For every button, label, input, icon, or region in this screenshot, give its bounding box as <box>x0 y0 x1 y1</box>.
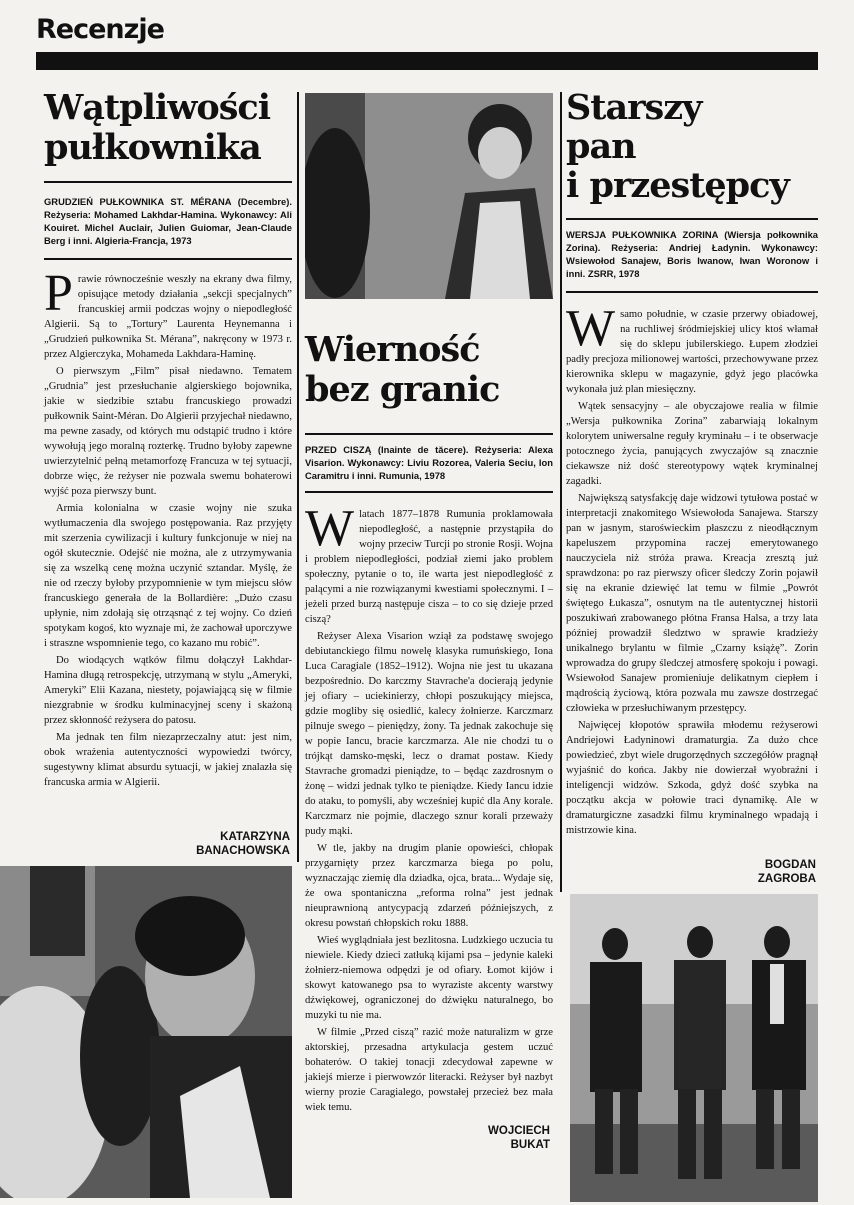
author-last-name: ZAGROBA <box>757 873 816 885</box>
author-last-name: BANACHOWSKA <box>196 845 290 857</box>
article-right-drop-cap: W <box>566 299 616 357</box>
article-center-paragraph: Wieś wyglądniała jest bezlitosna. Ludzkiego uczucia tu niewiele. Kiedy dzieci zatłuką kijami psa – jedynie kaleki żołnierz-niemowa odpędzi je od ofiary. Łomot kijów i skowyt katowanego psa to wyraziste akcenty warstwy dźwiękowej, ograniczonej do dźwięku naturalnego, bo muzyki tu nie ma. <box>305 934 553 1021</box>
article-center-paragraph: latach 1877–1878 Rumunia proklamowała niepodległość, a następnie przystąpiła do wojny przeciw Turcji po stronie Rosji. Wojna i problem niepodległości, podział ziemi jako problem społeczny, pytanie o to, ile warta jest niepodległość z palącymi a nie rozwiązanymi kwestiami społecznymi. I – jeżeli przed burzą następuje cisza – to co się dzieje przed ciszą? <box>305 508 553 625</box>
article-center-paragraph: W tle, jakby na drugim planie opowieści, chłopak przygarnięty przez karczmarza biega po polu, wyznaczając ziemię dla dziadka, ojca, brata... Wydaje się, że owa spontaniczna „reforma rolna” jest jednak nieuprawnioną antycypacją zdarzeń późniejszych, z okresu powstań chłopskich roku 1888. <box>305 842 553 929</box>
article-left-paragraph: rawie równocześnie weszły na ekrany dwa filmy, opisujące metody działania „sekcji specjalnych” francuskiej armii podczas wojny o niepodległość Algierii. Są to „Tortury” Laurenta Heynemanna i „Grudzień pułkownika St. Mérana”, nakręcony w 1973 r. przez Algierczyka, Mohameda Lakhdara-Haminę. <box>44 273 292 360</box>
column-divider-right <box>560 92 562 892</box>
article-right-title-line1: Starszy <box>566 87 702 128</box>
column-divider-left <box>297 92 299 862</box>
article-right-credits-rule <box>566 291 818 293</box>
article-center-paragraph: W filmie „Przed ciszą” razić może naturalizm w grze aktorskiej, przesadna artykulacja gestem uczuć bohaterów. O takiej tonacji zdecydował zapewne w jakiejś mierze i pierwowzór literacki. Reżyser był nazbyt wierny prozie Caragialego, powstałej przecież bez mała wiek temu. <box>305 1026 553 1113</box>
article-right-credits: WERSJA PUŁKOWNIKA ZORINA (Wiersja połkownika Zorina). Reżyseria: Andriej Ładynin. Wykonawcy: Wsiewołod Sanajew, Boris Iwanow, Iwan Woronow i inni. ZSRR, 1978 <box>566 228 818 279</box>
film-still-decembre <box>0 866 292 1198</box>
article-left-paragraph: Armia kolonialna w czasie wojny nie szuka wytłumaczenia dla swojego postępowania. Raz przyjęty mit szerzenia cywilizacji i kultury funkcjonuje w niej na ogół skutecznie. Odejść nie można, ale z utrzymywania się za wszelką cenę można uczynić sztandar. Myślę, że nie od rzeczy byłoby przypomnienie w tym miejscu słów francuskiego generała de la Bollardière: „Dużo czasu upłynie, nim zdołają się otrząsnąć z tej wojny. Co dzień spotykam kogoś, kto wyznaje mi, że zachował uporczywe i straszne wspomnienie tego, co kazano mu robić”. <box>44 502 292 649</box>
article-right <box>566 88 818 840</box>
article-right-paragraph: samo południe, w czasie przerwy obiadowej, na ruchliwej śródmiejskiej ulicy ktoś włamał się do sklepu jubilerskiego. Łupem złodziei padły precjoza milionowej wartości, przechowywane przez kierownika sklepu w magazynie, gdyż jego placówka wykonała już plan miesięczny. <box>566 308 818 395</box>
author-first-name: KATARZYNA <box>220 831 290 843</box>
article-left-title-line2: pułkownika <box>44 127 261 169</box>
article-left-title-rule <box>44 181 292 183</box>
author-first-name: BOGDAN <box>764 859 816 871</box>
article-left-paragraph: Ma jednak ten film niezaprzeczalny atut: jest nim, obok wrażenia autentyczności wypowiedzi twórcy, sugestywny klimat absurdu sytuacji, w jakiej znalazła się francuska armia w Algierii. <box>44 731 292 788</box>
article-right-title-line2: pan <box>566 126 636 168</box>
article-left-title-line1: Wątpliwości <box>44 87 271 128</box>
article-left-paragraph: Do wiodących wątków filmu dołączył Lakhdar-Hamina długą retrospekcję, utrzymaną w stylu „Ameryki, Ameryki” Elii Kazana, niestety, pojawiającą się w filmie niezgrabnie w środku kulminacyjnej sceny i skażoną przez skłonność reżysera do patosu. <box>44 654 292 726</box>
article-center-body <box>305 499 553 1115</box>
article-left-title <box>44 88 292 169</box>
article-center <box>305 330 553 1117</box>
article-center-author <box>420 1124 550 1152</box>
article-left-credits: GRUDZIEŃ PUŁKOWNIKA ST. MÉRANA (Decembre). Reżyseria: Mohamed Lakhdar-Hamina. Wykonawcy: Ali Kouiret. Michel Auclair, Julien Guiomar, Jean-Claude Berg i inni. Algieria-Francja, 1973 <box>44 195 292 246</box>
article-left-author <box>150 830 290 858</box>
article-right-author <box>690 858 816 886</box>
article-center-title-rule <box>305 433 553 435</box>
article-center-title-line1: Wierność <box>305 329 480 370</box>
article-left <box>44 88 292 792</box>
article-center-credits: PRZED CISZĄ (Inainte de tăcere). Reżyseria: Alexa Visarion. Wykonawcy: Liviu Rozorea, Valeria Seciu, Ion Caramitru i inni. Rumunia, 1978 <box>305 443 553 481</box>
article-center-title-line2: bez granic <box>305 369 500 411</box>
article-center-credits-rule <box>305 491 553 493</box>
article-right-title <box>566 88 818 206</box>
article-left-paragraph: O pierwszym „Film” pisał niedawno. Tematem „Grudnia” jest przesłuchanie algierskiego bojownika, jakie w siedzibie sztabu francuskiego prowadzi pułkownik Saint-Méran. Do Algierii przyjechał niedawno, ma pewne zasady, od których mu odstąpić trudno i które wywołują jego moralną rozterkę. Trudno byłoby zapewne uwierzytelnić pełną metamorfozę Francuza w tej sytuacji, dobrze więc, że reżyser nie pozwala swemu bohaterowi wyjść poza pierwszy bunt. <box>44 365 292 497</box>
article-left-drop-cap: P <box>44 264 73 322</box>
article-left-body <box>44 264 292 790</box>
article-center-drop-cap: W <box>305 499 355 557</box>
article-right-body <box>566 299 818 838</box>
article-left-credits-rule <box>44 258 292 260</box>
article-center-paragraph: Reżyser Alexa Visarion wziął za podstawę swojego debiutanckiego filmu nowelę klasyka rumuńskiego, Iona Luca Caragiale (1852–1912). Wojna nie jest tu ukazana bezpośrednio. Do karczmy Stavrache'a docierają jedynie jej ofiary – uciekinierzy, chłopi poszukujący miejsca, gdzie mogliby się osiedlić, kalecy żołnierze. Karczmarz pilnuje swego – pieniędzy, żony. Ta jednak zakochuje się w popie Iancu, bracie karczmarza. Ale nie chodzi tu o trójkąt damsko-męski, lecz o dramat postaw. Kiedy Stavrache gromadzi pieniądze, to – będąc zazdrosnym o żonę – widzi jednak tylko te pieniądze. Kiedy Iancu idzie do ataku, to pomyśli, aby wcześniej kupić dla Any korale. Karczmarz nie pojmie, dlaczego sznur korali przeważy pudy mąki. <box>305 630 553 837</box>
header-bar <box>36 52 818 70</box>
author-last-name: BUKAT <box>510 1139 550 1151</box>
article-right-title-line3: i przestępcy <box>566 165 789 207</box>
film-still-przed-cisza <box>305 93 553 299</box>
article-center-title <box>305 330 553 411</box>
film-still-wersja-zorina <box>570 894 818 1202</box>
article-right-paragraph: Najwięcej kłopotów sprawiła młodemu reżyserowi Andriejowi Ładyninowi dramaturgia. Za dużo chce powiedzieć, zbyt wiele drugorzędnych szczegółów pragnął wyjaśnić do końca. Jakby nie dowierzał wyobraźni i inteligencji widzów. Szkoda, gdyż dość szybka na początku akcja w połowie traci dynamikę. Ale w dramaturgiczne zasadzki filmu kryminalnego wpadają i mistrzowie kina. <box>566 719 818 836</box>
section-label: Recenzje <box>36 14 164 45</box>
article-right-paragraph: Wątek sensacyjny – ale obyczajowe realia w filmie „Wersja pułkownika Zorina” zabarwiają lokalnym kolorytem uniwersalne reguły kryminału – i te obserwacje potocznego życia, panujących zwyczajów są znacznie ciekawsze niż dość stereotypowy wątek kryminalnej zagadki. <box>566 400 818 487</box>
article-right-paragraph: Największą satysfakcję daje widzowi tytułowa postać w interpretacji znakomitego Wsiewołoda Sanajewa. Starszy pan w jasnym, staroświeckim płaszczu z nieodłącznym kapeluszem przypomina raczej emerytowanego nauczyciela niż stróża prawa. Kreacja zresztą już sprawdzona: po raz pierwszy oficer śledczy Zorin pojawił się na ekranie dziewięć lat temu w filmie „Powrót świętego Łukasza”, osnutym na tle autentycznej historii poszukiwań zrabowanego płótna Fransa Halsa, a trzy lata później prowadził śledztwo w sprawie kradzieży unikalnego brylantu w filmie „Czarny książę”. Zorin wprowadza do grupy śledczej atmosferę spokoju i powagi. Wsiewołod Sanajew promieniuje delikatnym ciepłem i mądrością życiową, która pozwala mu zawsze dostrzegać człowieka w przesłuchiwanym przestępcy. <box>566 492 818 714</box>
author-first-name: WOJCIECH <box>488 1125 550 1137</box>
article-right-title-rule <box>566 218 818 220</box>
